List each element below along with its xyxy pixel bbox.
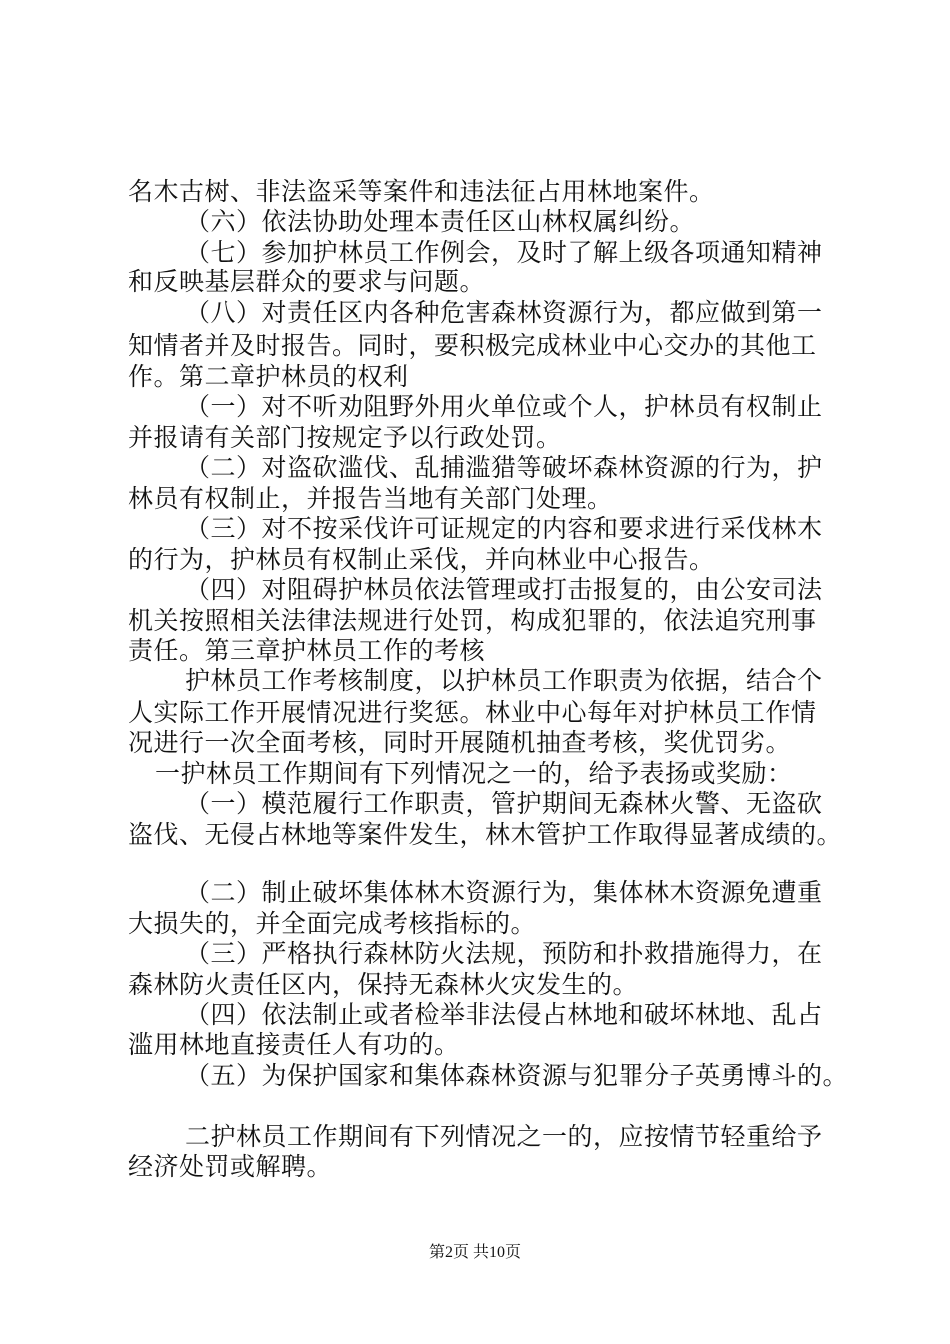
text-line: （七）参加护林员工作例会，及时了解上级各项通知精神 [185, 238, 823, 267]
text-line: 况进行一次全面考核，同时开展随机抽查考核，奖优罚劣。 [128, 728, 792, 757]
text-line: 经济处罚或解聘。 [128, 1152, 333, 1181]
text-line: 护林员工作考核制度，以护林员工作职责为依据，结合个 [185, 666, 823, 695]
text-line: （一）模范履行工作职责，管护期间无森林火警、无盗砍 [185, 789, 823, 818]
text-line: （二）对盗砍滥伐、乱捕滥猎等破坏森林资源的行为，护 [185, 453, 823, 482]
text-line: 二护林员工作期间有下列情况之一的，应按情节轻重给予 [185, 1122, 823, 1151]
text-line: 责任。第三章护林员工作的考核 [128, 636, 486, 665]
text-line: 名木古树、非法盗采等案件和违法征占用林地案件。 [128, 177, 715, 206]
text-line: 知情者并及时报告。同时，要积极完成林业中心交办的其他工 [128, 331, 817, 360]
text-line: （三）严格执行森林防火法规，预防和扑救措施得力，在 [185, 939, 823, 968]
text-line: 滥用林地直接责任人有功的。 [128, 1030, 460, 1059]
text-line: 和反映基层群众的要求与问题。 [128, 267, 486, 296]
text-line: 林员有权制止，并报告当地有关部门处理。 [128, 484, 613, 513]
text-line: 的行为，护林员有权制止采伐，并向林业中心报告。 [128, 545, 715, 574]
text-line: （四）对阻碍护林员依法管理或打击报复的，由公安司法 [185, 575, 823, 604]
text-line: 大损失的，并全面完成考核指标的。 [128, 909, 537, 938]
text-line: （六）依法协助处理本责任区山林权属纠纷。 [185, 207, 696, 236]
text-line: （八）对责任区内各种危害森林资源行为，都应做到第一 [185, 298, 823, 327]
text-line: 森林防火责任区内，保持无森林火灾发生的。 [128, 970, 639, 999]
text-line: 人实际工作开展情况进行奖惩。林业中心每年对护林员工作情 [128, 698, 817, 727]
text-line: 机关按照相关法律法规进行处罚，构成犯罪的，依法追究刑事 [128, 606, 817, 635]
text-line: 作。第二章护林员的权利 [128, 362, 409, 391]
text-line: 并报请有关部门按规定予以行政处罚。 [128, 423, 562, 452]
text-line: （一）对不听劝阻野外用火单位或个人，护林员有权制止 [185, 392, 823, 421]
text-line: 盗伐、无侵占林地等案件发生，林木管护工作取得显著成绩的。 [128, 820, 843, 849]
text-line: （四）依法制止或者检举非法侵占林地和破坏林地、乱占 [185, 1000, 823, 1029]
page-footer: 第2页 共10页 [428, 1244, 521, 1261]
text-line: 一护林员工作期间有下列情况之一的，给予表扬或奖励： [155, 759, 793, 788]
text-line: （五）为保护国家和集体森林资源与犯罪分子英勇博斗的。 [185, 1061, 849, 1090]
text-line: （二）制止破坏集体林木资源行为，集体林木资源免遭重 [185, 878, 823, 907]
text-line: （三）对不按采伐许可证规定的内容和要求进行采伐林木 [185, 514, 823, 543]
